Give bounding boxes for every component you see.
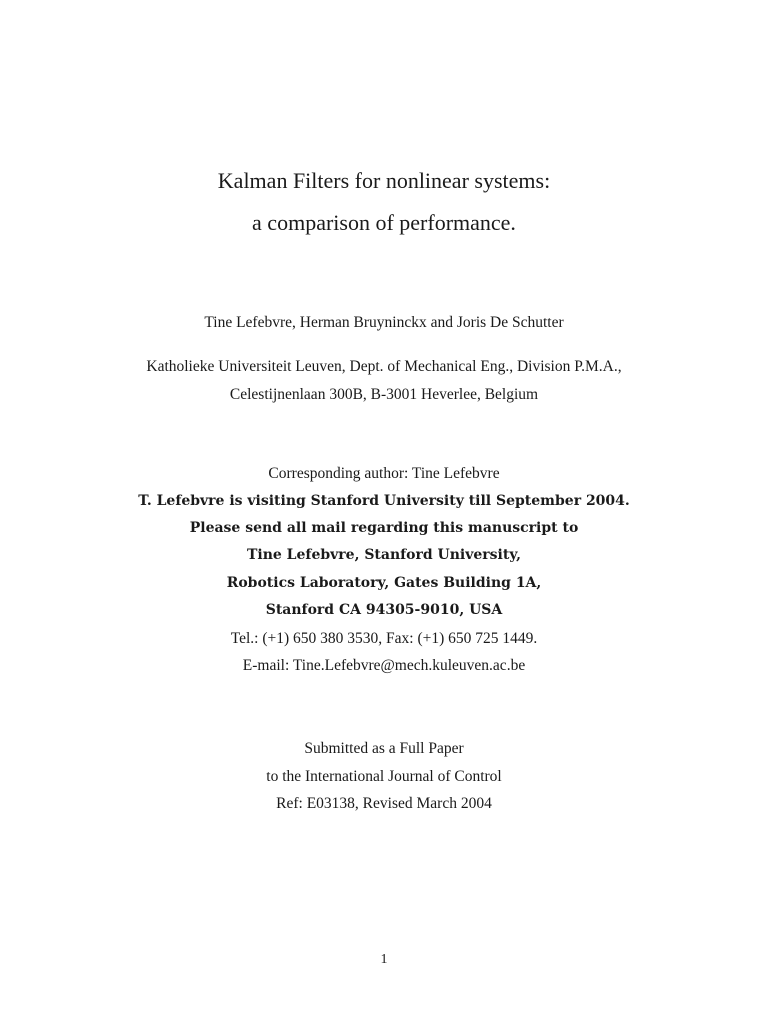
submission-line-1: Submitted as a Full Paper [304,740,464,757]
mail-instruction: Please send all mail regarding this manuscript to [189,520,579,536]
affiliation-line-1: Katholieke Universiteit Leuven, Dept. of Mechanical Eng., Division P.M.A., [146,358,622,375]
address-line-2: Robotics Laboratory, Gates Building 1A, [226,575,542,591]
affiliation-line-2: Celestijnenlaan 300B, B-3001 Heverlee, Belgium [229,386,539,403]
address-line-1: Tine Lefebvre, Stanford University, [246,547,522,563]
submission-line-2: to the International Journal of Control [266,768,502,785]
authors: Tine Lefebvre, Herman Bruyninckx and Joris De Schutter [204,314,564,331]
phone-fax: Tel.: (+1) 650 380 3530, Fax: (+1) 650 725 1449. [230,630,538,647]
page-number: 1 [380,952,388,967]
title-line-1: Kalman Filters for nonlinear systems: [217,168,551,193]
address-line-3: Stanford CA 94305-9010, USA [265,602,503,618]
submission-ref: Ref: E03138, Revised March 2004 [276,795,492,812]
email: E-mail: Tine.Lefebvre@mech.kuleuven.ac.be [242,657,526,674]
title-line-2: a comparison of performance. [252,210,516,235]
visiting-note: T. Lefebvre is visiting Stanford University till September 2004. [138,493,630,509]
corresponding-author: Corresponding author: Tine Lefebvre [268,465,500,482]
